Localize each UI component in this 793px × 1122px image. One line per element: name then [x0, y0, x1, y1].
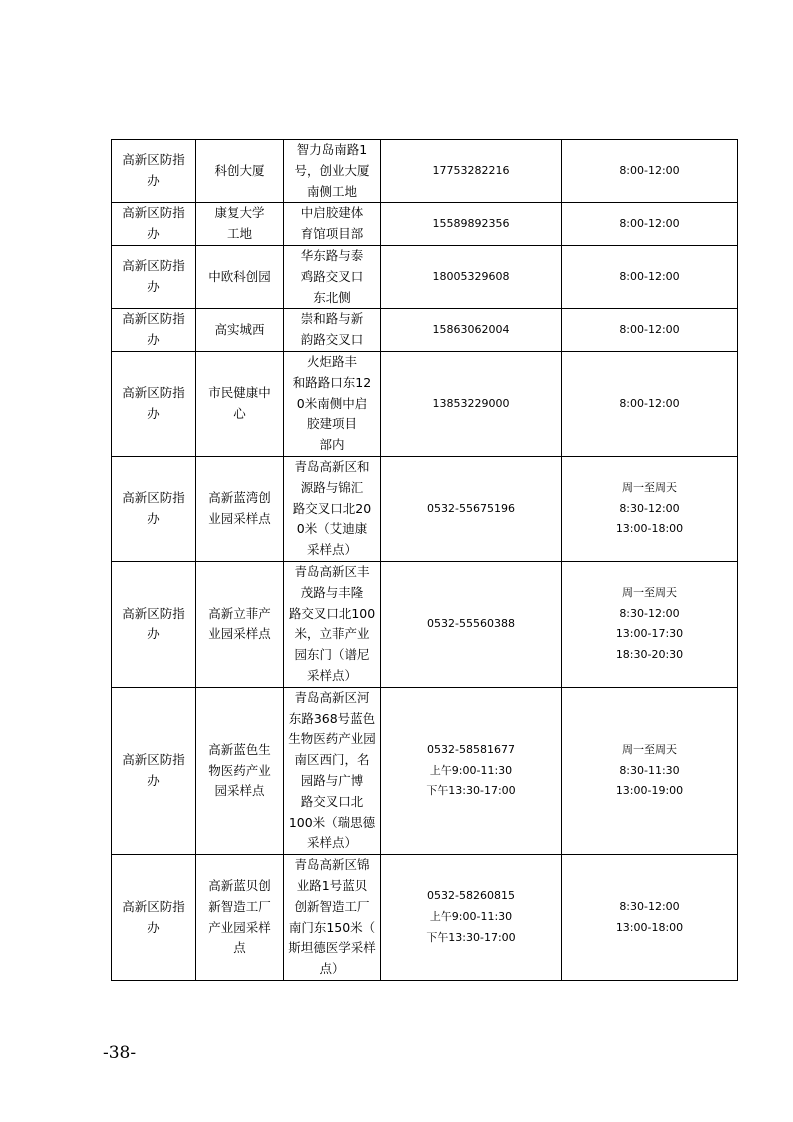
phone-cell-line: 0532-58260815 [427, 889, 515, 903]
org-cell [112, 351, 196, 456]
phone-cell-line: 13853229000 [432, 396, 510, 410]
table-row [112, 203, 738, 246]
org-cell-line: 高新区防指 [122, 385, 185, 401]
org-cell-line: 办 [147, 626, 160, 642]
address-cell-line: 崇和路与新 [300, 311, 364, 327]
phone-cell-line: 上午9:00-11:30 [429, 910, 513, 924]
address-cell-line: 胶建项目 [306, 416, 357, 432]
site-name-cell-line: 高新蓝贝创 [208, 877, 271, 893]
address-cell-line: 点） [319, 961, 345, 977]
phone-cell [381, 561, 562, 687]
hours-cell [562, 245, 738, 308]
site-name-cell-line: 物医药产业 [208, 762, 271, 778]
address-cell-line: 青岛高新区丰 [294, 563, 370, 579]
address-cell [284, 687, 381, 854]
org-cell-line: 高新区防指 [122, 605, 185, 621]
address-cell-line: 南门东150米（ [288, 919, 376, 935]
org-cell-line: 高新区防指 [122, 898, 185, 914]
address-cell [284, 351, 381, 456]
org-cell [112, 140, 196, 203]
address-cell [284, 456, 381, 561]
site-name-cell [196, 855, 284, 981]
site-name-cell-line: 业园采样点 [208, 510, 271, 526]
site-name-cell-line: 心 [233, 405, 246, 421]
org-cell-line: 办 [147, 226, 160, 242]
org-cell-line: 高新区防指 [122, 205, 185, 221]
address-cell-line: 斯坦德医学采样 [288, 940, 376, 956]
hours-cell-line: 8:30-11:30 [619, 763, 680, 777]
phone-cell [381, 140, 562, 203]
phone-cell-line: 0532-55560388 [427, 616, 515, 630]
phone-cell-line: 18005329608 [432, 269, 510, 283]
hours-cell [562, 140, 738, 203]
address-cell-line: 100米（瑞思德 [288, 814, 376, 830]
phone-cell [381, 203, 562, 246]
org-cell-line: 办 [147, 173, 160, 189]
sampling-site-table [111, 139, 738, 981]
org-cell-line: 办 [147, 279, 160, 295]
site-name-cell [196, 309, 284, 352]
address-cell-line: 路交叉口北100 [288, 605, 376, 621]
address-cell-line: 东北侧 [313, 289, 351, 305]
hours-cell-line: 8:00-12:00 [619, 216, 680, 230]
site-name-cell [196, 140, 284, 203]
address-cell-line: 青岛高新区锦 [294, 857, 370, 873]
org-cell-line: 办 [147, 510, 160, 526]
address-cell-line: 采样点） [306, 542, 357, 558]
phone-cell-line: 15589892356 [432, 216, 510, 230]
hours-cell [562, 203, 738, 246]
org-cell-line: 办 [147, 919, 160, 935]
hours-cell [562, 855, 738, 981]
table-row [112, 456, 738, 561]
hours-cell [562, 309, 738, 352]
org-cell [112, 561, 196, 687]
site-name-cell-line: 工地 [226, 226, 252, 242]
org-cell [112, 245, 196, 308]
address-cell-line: 园东门（谱尼 [294, 647, 370, 663]
address-cell [284, 140, 381, 203]
address-cell-line: 米，立菲产业 [294, 626, 370, 642]
site-name-cell [196, 203, 284, 246]
site-name-cell-line: 康复大学 [214, 205, 265, 221]
org-cell-line: 办 [147, 332, 160, 348]
hours-cell-line: 8:30-12:00 [619, 606, 680, 620]
org-cell [112, 309, 196, 352]
table-row [112, 855, 738, 981]
address-cell-line: 采样点） [306, 835, 357, 851]
site-name-cell [196, 351, 284, 456]
org-cell [112, 687, 196, 854]
site-name-cell-line: 市民健康中 [208, 385, 271, 401]
org-cell-line: 办 [147, 772, 160, 788]
site-name-cell-line: 高新蓝湾创 [208, 490, 271, 506]
org-cell-line: 高新区防指 [122, 490, 185, 506]
site-name-cell [196, 245, 284, 308]
address-cell-line: 路交叉口北20 [292, 500, 372, 516]
hours-cell-line: 周一至周天 [622, 585, 677, 599]
hours-cell-line: 8:30-12:00 [619, 501, 680, 515]
phone-cell [381, 351, 562, 456]
hours-cell [562, 456, 738, 561]
site-name-cell-line: 业园采样点 [208, 626, 271, 642]
address-cell-line: 茂路与丰隆 [300, 584, 364, 600]
address-cell [284, 855, 381, 981]
hours-cell-line: 周一至周天 [622, 742, 677, 756]
hours-cell-line: 8:00-12:00 [619, 322, 680, 336]
site-name-cell-line: 园采样点 [214, 783, 265, 799]
org-cell-line: 高新区防指 [122, 152, 185, 168]
org-cell [112, 456, 196, 561]
table-row [112, 140, 738, 203]
phone-cell-line: 下午13:30-17:00 [426, 930, 516, 944]
phone-cell-line: 上午9:00-11:30 [429, 763, 513, 777]
address-cell-line: 0米南侧中启 [296, 395, 368, 411]
phone-cell [381, 245, 562, 308]
address-cell-line: 青岛高新区和 [294, 458, 370, 474]
site-name-cell [196, 687, 284, 854]
table-row [112, 245, 738, 308]
address-cell-line: 育馆项目部 [300, 226, 364, 242]
address-cell [284, 309, 381, 352]
address-cell-line: 采样点） [306, 667, 357, 683]
site-name-cell [196, 561, 284, 687]
table-row [112, 309, 738, 352]
hours-cell-line: 8:00-12:00 [619, 269, 680, 283]
address-cell-line: 0米（艾迪康 [296, 521, 368, 537]
hours-cell-line: 13:00-18:00 [615, 522, 684, 536]
address-cell-line: 创新智造工厂 [294, 898, 370, 914]
phone-cell [381, 456, 562, 561]
address-cell-line: 和路路口东12 [292, 374, 372, 390]
phone-cell-line: 17753282216 [432, 163, 510, 177]
site-name-cell [196, 456, 284, 561]
address-cell-line: 号，创业大厦 [294, 162, 370, 178]
hours-cell-line: 18:30-20:30 [615, 648, 684, 662]
address-cell-line: 部内 [319, 437, 345, 453]
site-name-cell-line: 点 [233, 940, 246, 956]
address-cell-line: 源路与锦汇 [300, 479, 364, 495]
phone-cell-line: 0532-55675196 [427, 501, 515, 515]
address-cell-line: 东路368号蓝色 [288, 710, 376, 726]
phone-cell [381, 309, 562, 352]
hours-cell-line: 13:00-18:00 [615, 920, 684, 934]
hours-cell [562, 687, 738, 854]
org-cell [112, 203, 196, 246]
hours-cell-line: 13:00-19:00 [615, 784, 684, 798]
address-cell [284, 203, 381, 246]
site-name-cell-line: 高新立菲产 [208, 605, 271, 621]
site-name-cell-line: 新智造工厂 [208, 898, 271, 914]
org-cell [112, 855, 196, 981]
hours-cell-line: 13:00-17:30 [615, 627, 684, 641]
address-cell-line: 生物医药产业园 [288, 731, 376, 747]
site-name-cell-line: 中欧科创园 [208, 268, 271, 284]
address-cell-line: 园路与广博 [300, 772, 364, 788]
org-cell-line: 高新区防指 [122, 311, 185, 327]
table-row [112, 687, 738, 854]
address-cell-line: 鸡路交叉口 [300, 268, 364, 284]
address-cell [284, 561, 381, 687]
org-cell-line: 办 [147, 405, 160, 421]
phone-cell-line: 0532-58581677 [427, 742, 515, 756]
org-cell-line: 高新区防指 [122, 258, 185, 274]
hours-cell-line: 周一至周天 [622, 480, 677, 494]
address-cell-line: 韵路交叉口 [300, 332, 364, 348]
site-name-cell-line: 科创大厦 [214, 162, 265, 178]
org-cell-line: 高新区防指 [122, 752, 185, 768]
hours-cell-line: 8:00-12:00 [619, 396, 680, 410]
address-cell-line: 业路1号蓝贝 [296, 877, 368, 893]
phone-cell-line: 15863062004 [432, 322, 510, 336]
phone-cell [381, 687, 562, 854]
address-cell-line: 华东路与泰 [300, 247, 364, 263]
site-name-cell-line: 高实城西 [214, 321, 265, 337]
address-cell-line: 路交叉口北 [300, 793, 364, 809]
table-row [112, 561, 738, 687]
hours-cell-line: 8:00-12:00 [619, 163, 680, 177]
address-cell-line: 火炬路丰 [306, 353, 357, 369]
hours-cell-line: 8:30-12:00 [619, 899, 680, 913]
hours-cell [562, 561, 738, 687]
phone-cell-line: 下午13:30-17:00 [426, 784, 516, 798]
address-cell-line: 智力岛南路1 [296, 142, 368, 157]
site-name-cell-line: 产业园采样 [208, 919, 271, 935]
site-name-cell-line: 高新蓝色生 [208, 741, 271, 757]
hours-cell [562, 351, 738, 456]
address-cell-line: 南区西门，名 [294, 752, 370, 768]
phone-cell [381, 855, 562, 981]
address-cell-line: 青岛高新区河 [294, 689, 370, 705]
table-row [112, 351, 738, 456]
page-number: -38- [103, 1043, 137, 1063]
address-cell-line: 南侧工地 [306, 183, 357, 199]
address-cell-line: 中启胶建体 [300, 205, 364, 221]
address-cell [284, 245, 381, 308]
